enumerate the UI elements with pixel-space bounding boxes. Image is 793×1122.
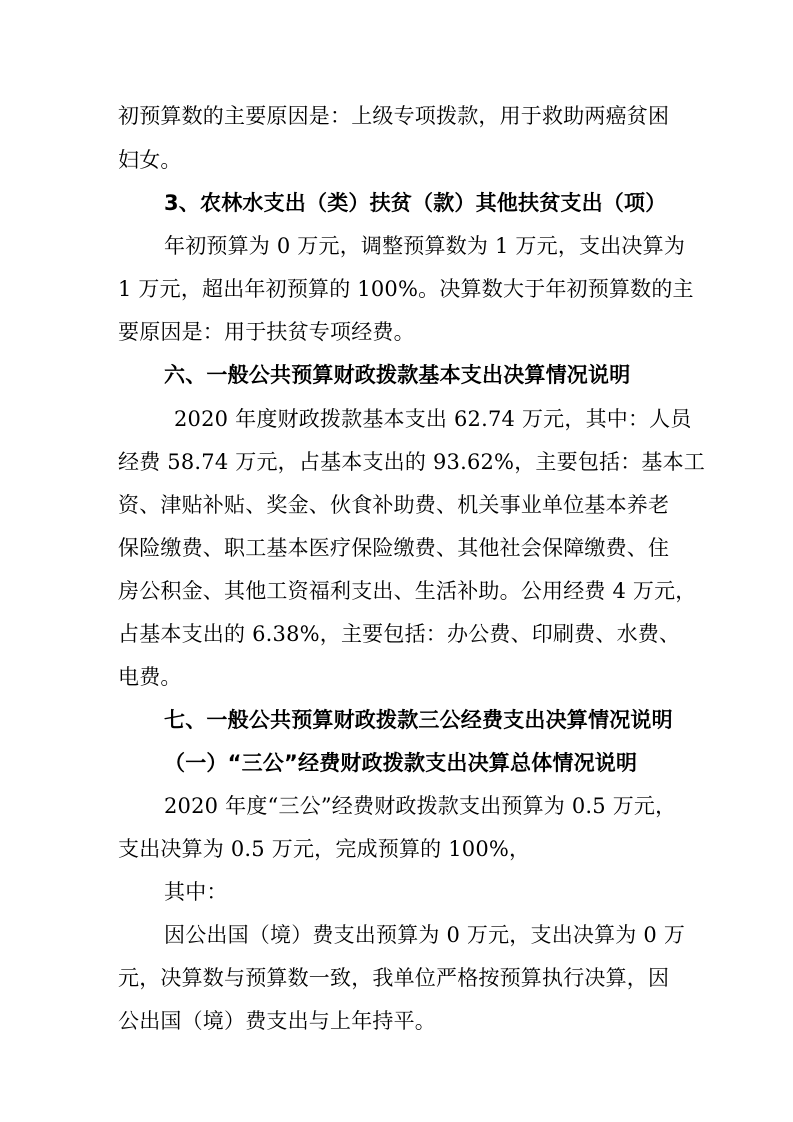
paragraph-line: 占基本支出的 6.38%，主要包括：办公费、印刷费、水费、 bbox=[118, 622, 681, 646]
paragraph-line: 公出国（境）费支出与上年持平。 bbox=[118, 1009, 436, 1033]
paragraph-line: 房公积金、其他工资福利支出、生活补助。公用经费 4 万元， bbox=[118, 579, 697, 603]
paragraph-line: 元，决算数与预算数一致，我单位严格按预算执行决算，因 bbox=[118, 966, 670, 990]
section-heading: 3、农林水支出（类）扶贫（款）其他扶贫支出（项） bbox=[164, 191, 667, 215]
paragraph-line: 经费 58.74 万元，占基本支出的 93.62%，主要包括：基本工 bbox=[118, 450, 706, 474]
paragraph-line: 1 万元，超出年初预算的 100%。决算数大于年初预算数的主 bbox=[118, 277, 694, 301]
subsection-heading: （一）“三公”经费财政拨款支出决算总体情况说明 bbox=[164, 751, 638, 775]
paragraph-line: 支出决算为 0.5 万元，完成预算的 100%， bbox=[118, 837, 531, 861]
paragraph-line: 保险缴费、职工基本医疗保险缴费、其他社会保障缴费、住 bbox=[118, 536, 670, 560]
paragraph-line: 2020 年度财政拨款基本支出 62.74 万元，其中：人员 bbox=[174, 407, 692, 431]
paragraph-line: 电费。 bbox=[118, 665, 182, 689]
paragraph-line: 要原因是：用于扶贫专项经费。 bbox=[118, 320, 415, 344]
section-heading: 七、一般公共预算财政拨款三公经费支出决算情况说明 bbox=[164, 708, 673, 732]
paragraph-line: 因公出国（境）费支出预算为 0 万元，支出决算为 0 万 bbox=[164, 923, 686, 947]
paragraph-line: 初预算数的主要原因是：上级专项拨款，用于救助两癌贫困 bbox=[118, 104, 670, 128]
section-heading: 六、一般公共预算财政拨款基本支出决算情况说明 bbox=[164, 363, 631, 387]
paragraph-line: 2020 年度“三公”经费财政拨款支出预算为 0.5 万元， bbox=[164, 794, 677, 818]
paragraph-line: 资、津贴补贴、奖金、伙食补助费、机关事业单位基本养老 bbox=[118, 493, 670, 517]
paragraph-line: 其中： bbox=[164, 880, 228, 904]
paragraph-line: 年初预算为 0 万元，调整预算数为 1 万元，支出决算为 bbox=[164, 234, 686, 258]
paragraph-line: 妇女。 bbox=[118, 148, 182, 172]
